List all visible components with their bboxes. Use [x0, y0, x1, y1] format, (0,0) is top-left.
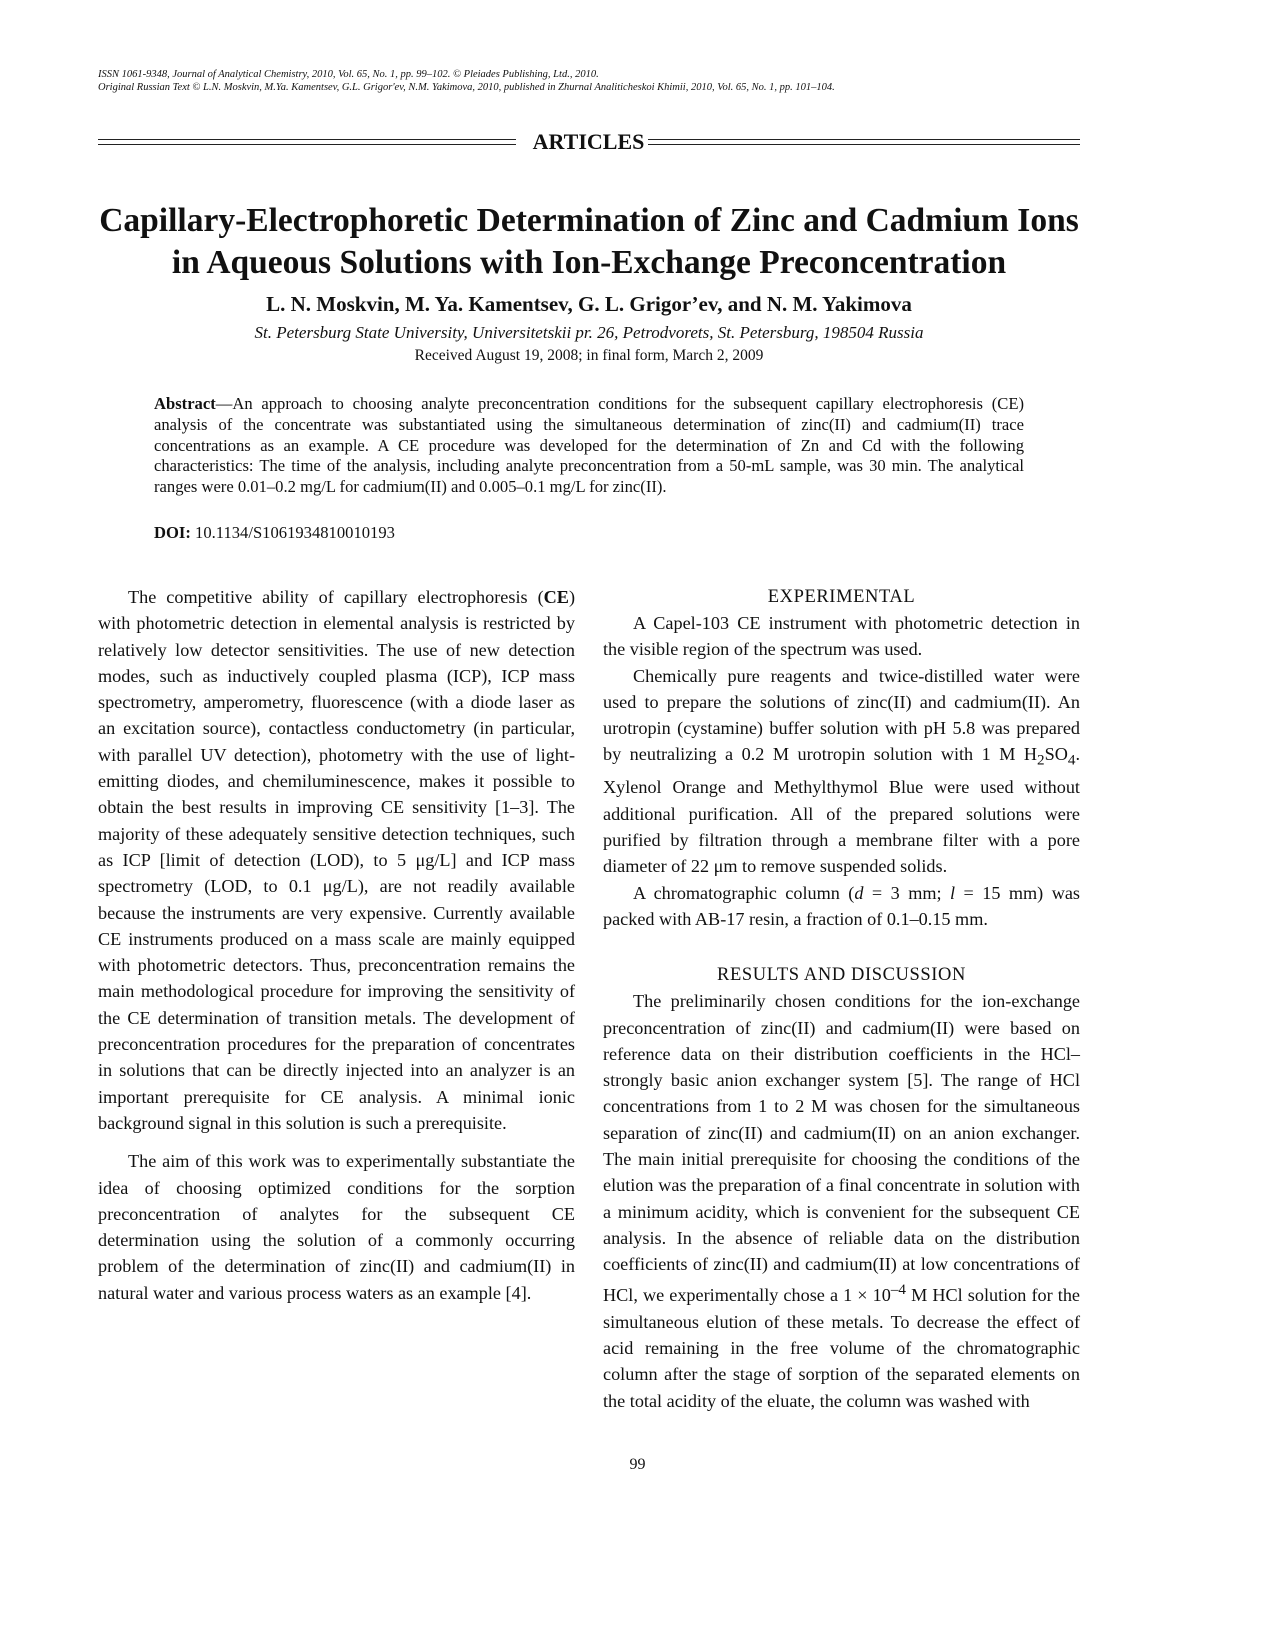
results-paragraph-1	[603, 988, 1080, 1414]
abstract-label: Abstract	[154, 394, 216, 413]
subscript-2: 2	[1037, 752, 1045, 770]
doi	[154, 522, 395, 543]
article-title	[98, 200, 1080, 284]
reagents-text-rest: . Xylenol Orange and Methylthymol Blue were used without additional purification. All of the prepared solutions were purified by filtration through a membrane filter with a pore diameter of 22 μm to remove suspended solids.	[603, 744, 1080, 877]
intro-paragraph-1	[98, 584, 575, 1136]
intro-text: The competitive ability of capillary electrophoresis (	[128, 587, 544, 607]
section-label: ARTICLES	[532, 129, 645, 154]
var-d: d	[854, 882, 864, 903]
article-title-line1: Capillary-Electrophoretic Determination of Zinc and Cadmium Ions	[99, 202, 1079, 239]
results-text-rest: M HCl solution for the simultaneous elution of these metals. To decrease the effect of acid remaining in the free volume of the chromatographic column after the stage of sorption of the separated elements on the total acidity of the eluate, the column was washed with	[603, 1285, 1080, 1411]
superscript-exponent: –4	[890, 1281, 906, 1299]
results-heading: RESULTS AND DISCUSSION	[717, 965, 966, 986]
results-text: The preliminarily chosen conditions for the ion-exchange preconcentration of zinc(II) and cadmium(II) were based on reference data on their distribution coefficients in the HCl–strongly basic anion exchanger system [5]. The range of HCl concentrations from 1 to 2 M was chosen for the simultaneous separation of zinc(II) and cadmium(II) on an anion exchanger. The main initial prerequisite for choosing the conditions of the elution was the preparation of a final concentrate in solution with a minimum acidity, which is convenient for the subsequent CE analysis. In the absence of reliable data on the distribution coefficients of zinc(II) and cadmium(II) at low concentrations of HCl, we experimentally chose a 1 × 10	[603, 991, 1080, 1306]
subscript-4: 4	[1067, 752, 1076, 770]
intro-text-rest: ) with photometric detection in elemental analysis is restricted by relatively low detector sensitivities. The use of new detection modes, such as inductively coupled plasma (ICP), ICP mass spectrometry, amperometry, fluorescence (with a diode laser as an excitation source), contactless conductometry (in particular, with parallel UV detection), photometry with the use of light-emitting diodes, and chemiluminescence, makes it possible to obtain the best results in improving CE sensitivity [1–3]. The majority of these adequately sensitive detection techniques, such as ICP [limit of detection (LOD), to 5 μg/L] and ICP mass spectrometry (LOD, to 0.1 μg/L), are not readily available because the instruments are very expensive. Currently available CE instruments produced on a mass scale are mainly equipped with photometric detectors. Thus, preconcentration remains the main methodological procedure for improving the sensitivity of the CE determination of transition metals. The development of preconcentration procedures for the preparation of concentrates in solutions that can be directly injected into an analyzer is an important prerequisite for CE analysis. A minimal ionic background signal in this solution is such a prerequisite.	[98, 587, 575, 1133]
column-text-rest: = 15 mm) was packed with AB-17 resin, a fraction of 0.1–0.15 mm.	[603, 882, 1080, 929]
experimental-paragraph-2	[603, 663, 1080, 880]
abstract-text: —An approach to choosing analyte preconcentration conditions for the subsequent capillary electrophoresis (CE) analysis of the concentrate was substantiated using the simultaneous determination of zinc(II) and cadmium(II) trace concentrations as an example. A CE procedure was developed for the determination of Zn and Cd with the following characteristics: The time of the analysis, including analyte preconcentration from a 50-mL sample, was 30 min. The analytical ranges were 0.01–0.2 mg/L for cadmium(II) and 0.005–0.1 mg/L for zinc(II).	[154, 394, 1024, 497]
journal-header	[98, 68, 1178, 94]
experimental-paragraph-1: A Capel-103 CE instrument with photometric detection in the visible region of the spectrum was used.	[603, 613, 1080, 660]
section-rule-left	[98, 139, 516, 145]
page-number: 99	[629, 1456, 646, 1473]
authors: L. N. Moskvin, M. Ya. Kamentsev, G. L. Grigor’ev, and N. M. Yakimova	[266, 292, 912, 316]
journal-citation-line: ISSN 1061-9348, Journal of Analytical Chemistry, 2010, Vol. 65, No. 1, pp. 99–102. © Pleiades Publishing, Ltd., 2010.	[98, 69, 599, 80]
received-dates: Received August 19, 2008; in final form, March 2, 2009	[414, 347, 764, 364]
section-header	[98, 130, 1080, 156]
ce-abbrev: CE	[543, 587, 569, 607]
column-text: A chromatographic column (	[633, 882, 855, 903]
affiliation: St. Petersburg State University, Universitetskii pr. 26, Petrodvorets, St. Petersburg, 198504 Russia	[254, 323, 924, 342]
section-rule-right	[648, 139, 1080, 145]
so-text: SO	[1044, 744, 1068, 765]
column-text-mid: = 3 mm;	[863, 882, 950, 903]
var-l: l	[950, 882, 956, 903]
right-column	[603, 584, 1080, 1414]
article-title-line2: in Aqueous Solutions with Ion-Exchange Preconcentration	[171, 244, 1007, 281]
left-column	[98, 584, 575, 1306]
abstract	[154, 394, 1024, 498]
reagents-text: Chemically pure reagents and twice-distilled water were used to prepare the solutions of zinc(II) and cadmium(II). An urotropin (cystamine) buffer solution with pH 5.8 was prepared by neutralizing a 0.2 M urotropin solution with 1 M H	[603, 665, 1080, 765]
experimental-heading: EXPERIMENTAL	[767, 587, 916, 607]
doi-value[interactable]: 10.1134/S1061934810010193	[195, 523, 395, 542]
experimental-paragraph-3	[603, 880, 1080, 933]
doi-label: DOI:	[154, 523, 191, 542]
intro-paragraph-2: The aim of this work was to experimentally substantiate the idea of choosing optimized conditions for the sorption preconcentration of analytes for the subsequent CE determination using the solution of a commonly occurring problem of the determination of zinc(II) and cadmium(II) in natural water and various process waters as an example [4].	[98, 1151, 575, 1303]
original-text-line: Original Russian Text © L.N. Moskvin, M.Ya. Kamentsev, G.L. Grigor'ev, N.M. Yakimova, 2010, published in Zhurnal Analiticheskoi Khimii, 2010, Vol. 65, No. 1, pp. 101–104.	[98, 82, 835, 93]
